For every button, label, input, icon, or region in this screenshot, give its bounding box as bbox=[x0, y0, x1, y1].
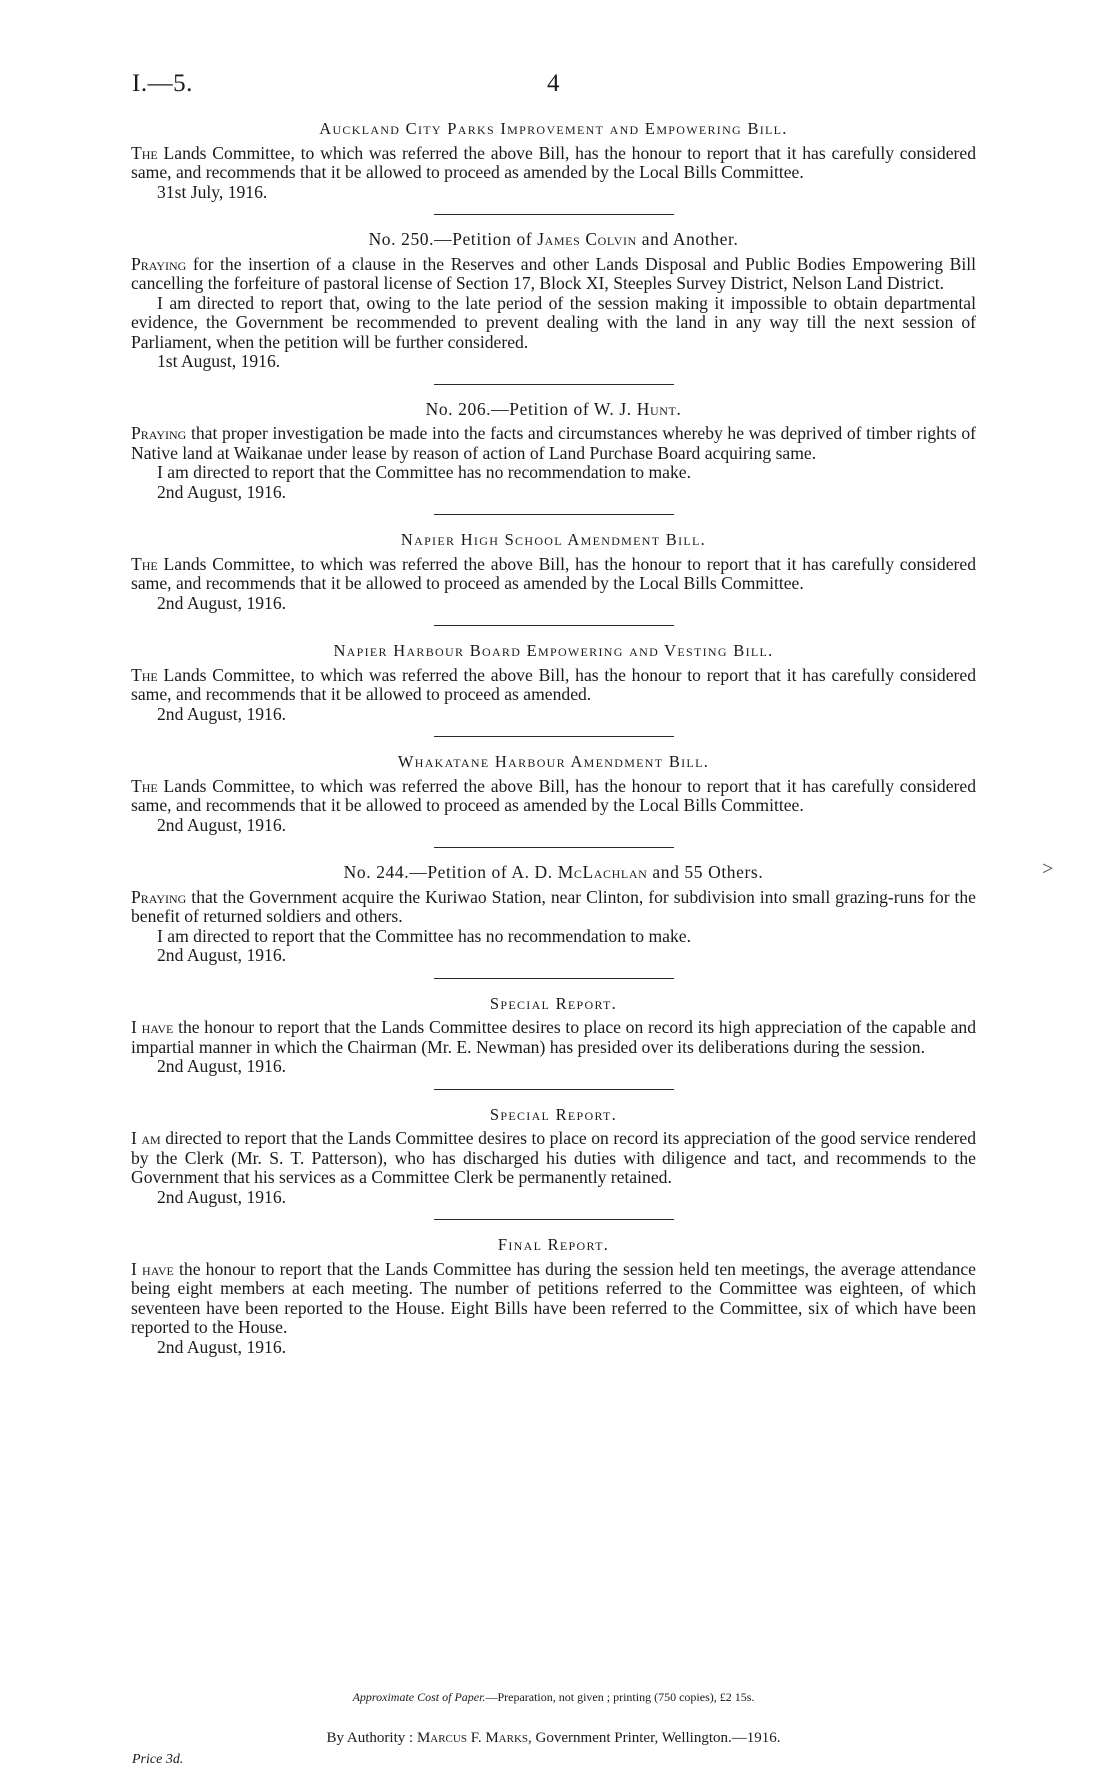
paragraph-text: Lands Committee, to which was referred the above Bill, has the honour to report that it has carefully considered same, and recommends that it be allowed to proceed as amended. bbox=[131, 664, 976, 704]
paragraph-text: for the insertion of a clause in the Reserves and other Lands Disposal and Public Bodies Empowering Bill cancelling the forfeiture of pastoral license of Section 17, Block XI, Steeples Survey District, Nelson Land District. bbox=[131, 253, 976, 293]
section-title bbox=[131, 400, 976, 420]
paragraph-text: the honour to report that the Lands Committee has during the session held ten meetings, the average attendance being eight members at each meeting. The number of petitions referred to the Committee was eighteen, of which seventeen have been reported to the House. Eight Bills have been referred to the Committee, six of which have been reported to the House. bbox=[131, 1258, 976, 1337]
paragraph-lead: The bbox=[131, 142, 158, 163]
report-section bbox=[131, 863, 976, 966]
report-section bbox=[131, 1105, 976, 1208]
paragraph-text: that proper investigation be made into the facts and circumstances whereby he was deprived of timber rights of Native land at Waikanae under lease by reason of action of Land Purchase Board acquiring same. bbox=[131, 423, 976, 463]
report-section bbox=[131, 994, 976, 1077]
authority-suffix: , Government Printer, Wellington.—1916. bbox=[528, 1730, 781, 1746]
section-divider bbox=[434, 736, 674, 737]
section-title bbox=[131, 230, 976, 250]
paragraph-text: the honour to report that the Lands Committee desires to place on record its high appreciation of the capable and impartial manner in which the Chairman (Mr. E. Newman) has presided over its deliberations during the session. bbox=[131, 1017, 976, 1057]
paragraph-lead: Praying bbox=[131, 423, 187, 443]
section-date: 31st July, 1916. bbox=[157, 181, 268, 202]
section-date: 2nd August, 1916. bbox=[157, 703, 287, 724]
paragraph-lead: I have bbox=[131, 1017, 174, 1037]
printer-name: Marcus F. Marks bbox=[416, 1730, 529, 1746]
cost-text: —Preparation, not given ; printing (750 copies), £2 15s. bbox=[485, 1690, 755, 1704]
paragraph-text: Lands Committee, to which was referred the above Bill, has the honour to report that it has carefully considered same, and recommends that it be allowed to proceed as amended by the Local Bills Committee. bbox=[131, 775, 976, 815]
section-paragraph bbox=[131, 777, 976, 816]
section-paragraph bbox=[131, 1129, 976, 1188]
petitioner-name: McLachlan bbox=[557, 862, 648, 882]
petition-number: No. 206.—Petition of W. J. bbox=[425, 398, 637, 419]
petitioner-name: James Colvin bbox=[537, 229, 637, 249]
section-divider bbox=[434, 384, 674, 385]
report-section bbox=[131, 400, 976, 503]
cost-label: Approximate Cost of Paper. bbox=[352, 1690, 486, 1704]
report-section bbox=[131, 1235, 976, 1357]
section-date: 2nd August, 1916. bbox=[157, 945, 287, 965]
paragraph-text: that the Government acquire the Kuriwao Station, near Clinton, for subdivision into small grazing-runs for the benefit of returned soldiers and others. bbox=[131, 886, 976, 926]
section-paragraph bbox=[131, 1260, 976, 1338]
report-paragraph: I am directed to report that the Committee has no recommendation to make. bbox=[157, 925, 691, 946]
paragraph-lead: Praying bbox=[131, 253, 187, 274]
section-title: Whakatane Harbour Amendment Bill. bbox=[397, 752, 710, 771]
title-suffix: and Another. bbox=[636, 229, 739, 249]
price-note: Price 3d. bbox=[132, 1752, 184, 1767]
section-divider bbox=[434, 625, 674, 626]
section-date: 2nd August, 1916. bbox=[157, 481, 287, 502]
report-body bbox=[131, 119, 976, 1357]
cost-of-paper-note bbox=[131, 1690, 976, 1705]
report-paragraph: I am directed to report that, owing to the late period of the session making it impossible to obtain departmental evidence, the Government be recommended to prevent dealing with the land in any way till the next session of Parliament, when the petition will be further considered. bbox=[131, 292, 976, 352]
section-date: 2nd August, 1916. bbox=[157, 1056, 287, 1076]
parliamentary-paper-reference: I.—5. bbox=[132, 70, 193, 97]
petition-number: No. 244.—Petition of A. D. bbox=[343, 862, 558, 882]
section-paragraph bbox=[131, 888, 976, 927]
section-title: Napier Harbour Board Empowering and Vesting Bill. bbox=[333, 641, 774, 660]
section-paragraph bbox=[131, 1018, 976, 1057]
section-title: Special Report. bbox=[489, 993, 618, 1013]
section-paragraph bbox=[131, 144, 976, 183]
section-date: 1st August, 1916. bbox=[157, 351, 281, 371]
section-divider bbox=[434, 1089, 674, 1090]
report-section bbox=[131, 641, 976, 724]
section-title: Napier High School Amendment Bill. bbox=[400, 530, 707, 549]
section-paragraph bbox=[131, 666, 976, 705]
page-number: 4 bbox=[547, 70, 560, 97]
section-divider bbox=[434, 214, 674, 215]
section-date: 2nd August, 1916. bbox=[157, 1186, 287, 1207]
paragraph-lead: I have bbox=[131, 1258, 174, 1279]
authority-prefix: By Authority : bbox=[326, 1730, 417, 1746]
report-section bbox=[131, 752, 976, 835]
paragraph-text: Lands Committee, to which was referred the above Bill, has the honour to report that it has carefully considered same, and recommends that it be allowed to proceed as amended by the Local Bills Committee. bbox=[131, 142, 976, 182]
paragraph-lead: The bbox=[131, 664, 158, 685]
petition-number: No. 250.—Petition of bbox=[368, 229, 538, 249]
printer-imprint bbox=[131, 1730, 976, 1747]
title-suffix: and 55 Others. bbox=[647, 862, 764, 882]
section-date: 2nd August, 1916. bbox=[157, 592, 287, 613]
title-suffix: . bbox=[676, 398, 682, 419]
paragraph-text: Lands Committee, to which was referred the above Bill, has the honour to report that it has carefully considered same, and recommends that it be allowed to proceed as amended by the Local Bills Committee. bbox=[131, 553, 976, 593]
report-section bbox=[131, 530, 976, 613]
paragraph-lead: I am bbox=[131, 1128, 161, 1148]
margin-mark: > bbox=[1042, 858, 1054, 880]
section-date: 2nd August, 1916. bbox=[157, 1336, 287, 1357]
paragraph-lead: The bbox=[131, 553, 158, 574]
section-paragraph bbox=[131, 255, 976, 294]
section-title bbox=[131, 863, 976, 883]
petitioner-name: Hunt bbox=[636, 398, 677, 419]
section-title: Auckland City Parks Improvement and Empowering Bill. bbox=[319, 119, 788, 138]
report-section bbox=[131, 119, 976, 202]
paragraph-text: directed to report that the Lands Committee desires to place on record its appreciation of the good service rendered by the Clerk (Mr. S. T. Patterson), who has discharged his duties with diligence and tact, and recommends to the Government that his services as a Committee Clerk be permanently retained. bbox=[131, 1128, 976, 1187]
report-paragraph: I am directed to report that the Committee has no recommendation to make. bbox=[157, 462, 691, 482]
section-paragraph bbox=[131, 555, 976, 594]
section-divider bbox=[434, 514, 674, 515]
section-title: Final Report. bbox=[497, 1235, 610, 1254]
section-date: 2nd August, 1916. bbox=[157, 814, 287, 835]
section-title: Special Report. bbox=[489, 1104, 618, 1124]
report-section bbox=[131, 230, 976, 372]
paragraph-lead: Praying bbox=[131, 886, 187, 907]
section-divider bbox=[434, 1219, 674, 1220]
paragraph-lead: The bbox=[131, 775, 158, 796]
section-divider bbox=[434, 847, 674, 848]
section-divider bbox=[434, 978, 674, 979]
section-paragraph bbox=[131, 424, 976, 463]
